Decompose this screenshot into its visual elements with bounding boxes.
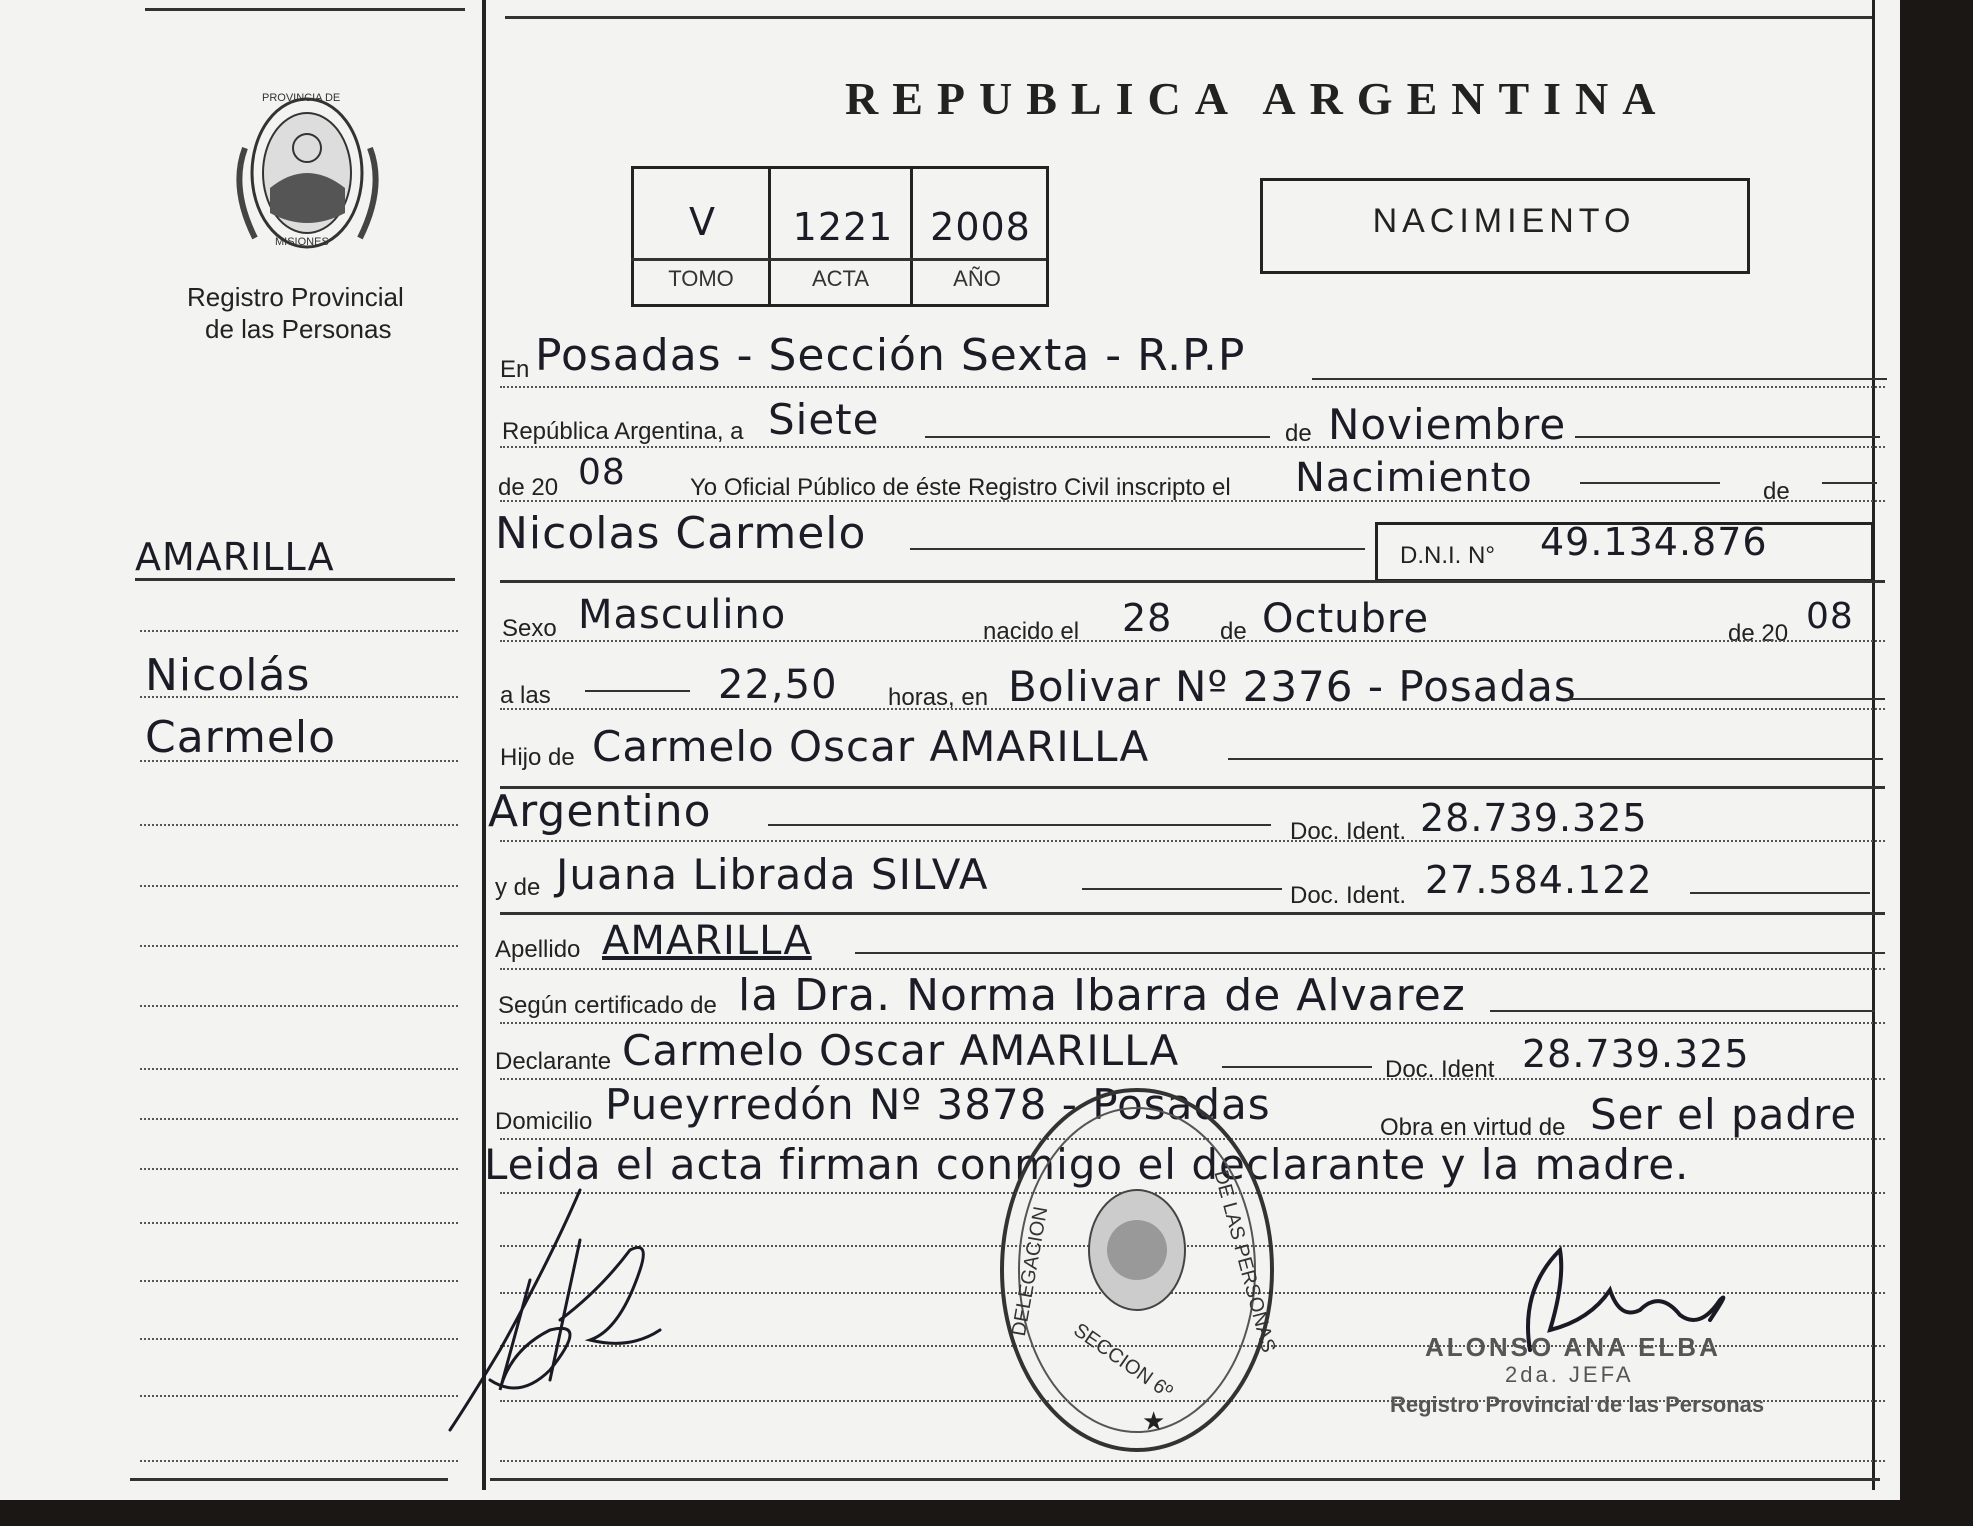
alas-label: a las [500,682,551,709]
form-line [500,1460,1885,1462]
alas-dots [500,708,1885,710]
apellido-line [855,952,1885,954]
sexo-dots [500,640,1885,642]
apellido-value: AMARILLA [602,918,812,964]
margin-line [140,760,458,762]
dni-label: D.N.I. N° [1400,542,1495,569]
nationality-line [768,824,1271,826]
stamp-office: Registro Provincial de las Personas [1390,1392,1765,1417]
day-line [925,436,1270,438]
birth-month: Octubre [1262,596,1430,642]
margin-line [140,945,458,947]
segun-dots [500,1022,1885,1024]
father-doc: 28.739.325 [1420,796,1648,840]
declarant-signature [430,1180,690,1440]
en-dots [500,386,1885,388]
hour-value: 22,50 [718,662,838,708]
dni-value: 49.134.876 [1540,520,1768,564]
margin-surname-rule [135,578,455,581]
acta-value: 1221 [792,205,894,249]
tomo-label: TOMO [668,266,734,291]
margin-line [140,630,458,632]
segun-value: la Dra. Norma Ibarra de Alvarez [738,970,1466,1021]
record-box-rule [631,258,1046,261]
hijo-label: Hijo de [500,744,575,771]
inscripto-line [1580,482,1720,484]
top-rule-right [505,16,1875,19]
acta-label: ACTA [811,266,870,291]
top-rule-left [145,8,465,11]
declarante-value: Carmelo Oscar AMARILLA [622,1026,1180,1075]
en-value: Posadas - Sección Sexta - R.P.P [535,330,1246,381]
inscripto-value: Nacimiento [1295,455,1533,501]
month-value: Noviembre [1328,400,1567,449]
alas-line [585,690,690,692]
seal-text-left: DELEGACION [1007,1204,1053,1338]
declarante-line [1222,1066,1372,1068]
name-value: Nicolas Carmelo [495,508,867,559]
yde-label: y de [495,874,541,901]
svg-text:★: ★ [1142,1406,1166,1436]
seal-top-text: PROVINCIA DE [262,92,341,104]
father-doc-label: Doc. Ident. [1290,818,1407,845]
sexo-value: Masculino [578,592,787,638]
right-border [1872,0,1875,1490]
birth-day: 28 [1122,596,1173,640]
republica-label: República Argentina, a [502,418,744,445]
bottom-rule [490,1478,1880,1481]
declarante-label: Declarante [495,1048,612,1075]
mother-doc-line [1690,892,1870,894]
mother-value: Juana Librada SILVA [556,850,989,899]
place-value: Bolivar Nº 2376 - Posadas [1008,662,1577,711]
margin-line [140,696,458,698]
provincial-seal-icon [225,88,390,258]
father-doc-dots [500,840,1885,842]
tomo-value: V [689,200,716,244]
seal-text-right: DE LAS PERSONAS [1209,1167,1280,1355]
de-label: de [1285,420,1312,447]
sexo-label: Sexo [502,615,557,642]
margin-line [140,1460,458,1462]
margin-line [140,1395,458,1397]
en-line [1312,378,1887,380]
segun-label: Según certificado de [498,992,717,1019]
registry-name-line1: Registro Provincial [187,282,404,312]
republica-dots [500,446,1885,448]
margin-line [140,885,458,887]
margin-surname: AMARILLA [135,535,335,579]
day-value: Siete [768,395,880,444]
margin-given-2: Carmelo [145,712,337,763]
obra-value: Ser el padre [1590,1090,1858,1139]
mother-line [1082,888,1282,890]
margin-bottom-rule [130,1478,448,1481]
name-rule [500,580,1885,583]
domicilio-label: Domicilio [495,1108,593,1135]
oficial-text: Yo Oficial Público de éste Registro Civil inscripto el [690,474,1231,501]
nacido-label: nacido el [983,618,1080,645]
margin-line [140,1338,458,1340]
margin-line [140,824,458,826]
declarante-doc-label: Doc. Ident [1385,1056,1495,1083]
apellido-label: Apellido [495,936,581,963]
de-label-2: de [1763,478,1790,505]
en-label: En [500,356,530,383]
de-label-3: de [1220,618,1247,645]
father-value: Carmelo Oscar AMARILLA [592,722,1150,771]
registry-name-line2: de las Personas [205,314,392,344]
margin-line [140,1280,458,1282]
declarante-doc: 28.739.325 [1522,1032,1750,1076]
seal-text-bottom: SECCION 6º [1069,1319,1177,1404]
ano-label: AÑO [953,266,1001,291]
margin-line [140,1068,458,1070]
month-line [1575,436,1880,438]
name-line [910,548,1365,550]
mother-rule [500,912,1885,915]
seal-bottom-text: MISIONES [275,236,329,248]
year-value: 08 [578,452,626,493]
margin-line [140,1168,458,1170]
mother-doc: 27.584.122 [1425,858,1653,902]
margin-line [140,1005,458,1007]
father-nationality: Argentino [488,786,712,837]
stamp-name: ALONSO ANA ELBA [1425,1332,1721,1362]
segun-line [1490,1010,1875,1012]
domicilio-value: Pueyrredón Nº 3878 - Posadas [605,1080,1271,1129]
margin-line [140,1118,458,1120]
birth-year-prefix: de 20 [1728,620,1789,647]
leida-text: Leida el acta firman conmigo el declarante y la madre. [484,1140,1690,1189]
de-line [1822,482,1877,484]
horas-label: horas, en [888,684,989,711]
place-line [1565,698,1885,700]
act-type-label: NACIMIENTO [1372,202,1636,240]
year-dots [500,500,1885,502]
margin-given-1: Nicolás [145,650,311,701]
ano-value: 2008 [930,205,1031,249]
year-prefix: de 20 [498,474,559,501]
margin-line [140,1222,458,1224]
father-line [1228,758,1883,760]
obra-label: Obra en virtud de [1380,1114,1566,1141]
stamp-role: 2da. JEFA [1505,1362,1634,1387]
country-title: REPUBLICA ARGENTINA [845,73,1670,124]
birth-year: 08 [1806,596,1854,637]
mother-doc-label: Doc. Ident. [1290,882,1407,909]
